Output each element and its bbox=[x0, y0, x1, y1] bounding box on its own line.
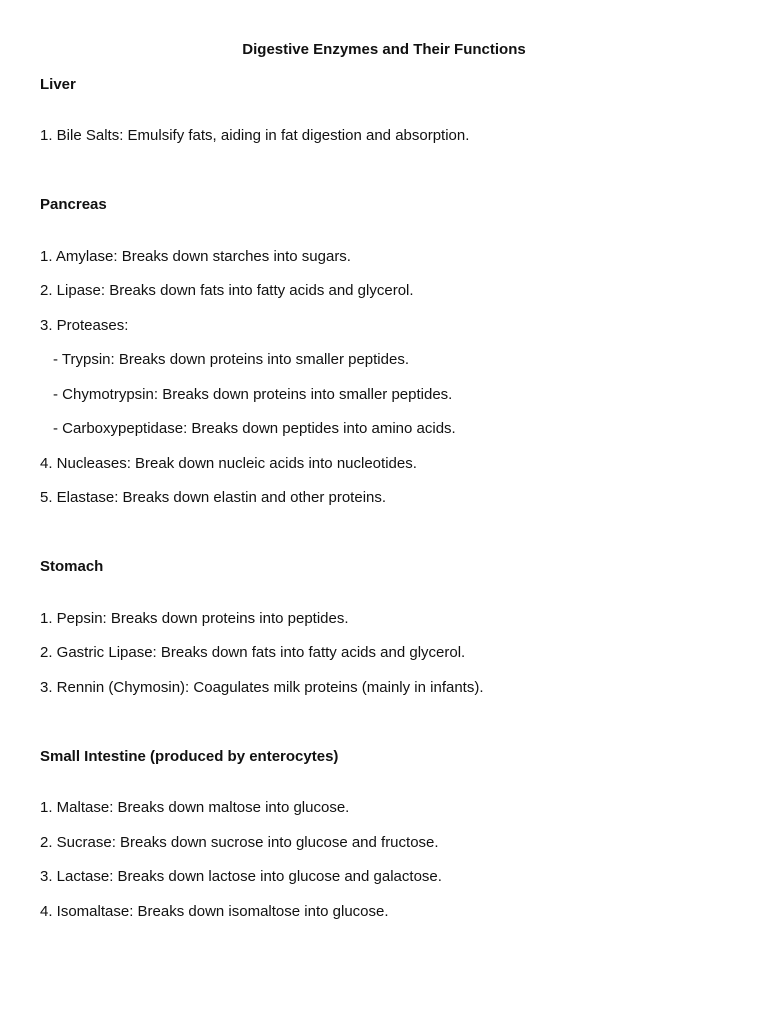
list-item: 3. Proteases: bbox=[40, 317, 129, 334]
list-item: 3. Lactase: Breaks down lactose into glucose and galactose. bbox=[40, 868, 442, 885]
list-item: 2. Sucrase: Breaks down sucrose into glucose and fructose. bbox=[40, 834, 439, 851]
section-heading-small-intestine: Small Intestine (produced by enterocytes) bbox=[40, 748, 339, 765]
list-item: 1. Pepsin: Breaks down proteins into peptides. bbox=[40, 610, 349, 627]
list-item: 1. Bile Salts: Emulsify fats, aiding in fat digestion and absorption. bbox=[40, 127, 470, 144]
document-title: Digestive Enzymes and Their Functions bbox=[242, 41, 526, 58]
list-item: 2. Lipase: Breaks down fats into fatty acids and glycerol. bbox=[40, 282, 414, 299]
list-item: 1. Amylase: Breaks down starches into sugars. bbox=[40, 248, 351, 265]
list-item: 4. Isomaltase: Breaks down isomaltose into glucose. bbox=[40, 903, 389, 920]
list-item: 3. Rennin (Chymosin): Coagulates milk proteins (mainly in infants). bbox=[40, 679, 484, 696]
sub-list-item: - Carboxypeptidase: Breaks down peptides into amino acids. bbox=[53, 420, 456, 437]
list-item: 5. Elastase: Breaks down elastin and other proteins. bbox=[40, 489, 387, 506]
sub-list-item: - Trypsin: Breaks down proteins into smaller peptides. bbox=[53, 351, 409, 368]
list-item: 1. Maltase: Breaks down maltose into glucose. bbox=[40, 799, 350, 816]
section-heading-stomach: Stomach bbox=[40, 558, 104, 575]
section-heading-liver: Liver bbox=[40, 76, 76, 93]
list-item: 4. Nucleases: Break down nucleic acids into nucleotides. bbox=[40, 455, 417, 472]
list-item: 2. Gastric Lipase: Breaks down fats into fatty acids and glycerol. bbox=[40, 644, 466, 661]
section-heading-pancreas: Pancreas bbox=[40, 196, 107, 213]
sub-list-item: - Chymotrypsin: Breaks down proteins into smaller peptides. bbox=[53, 386, 453, 403]
